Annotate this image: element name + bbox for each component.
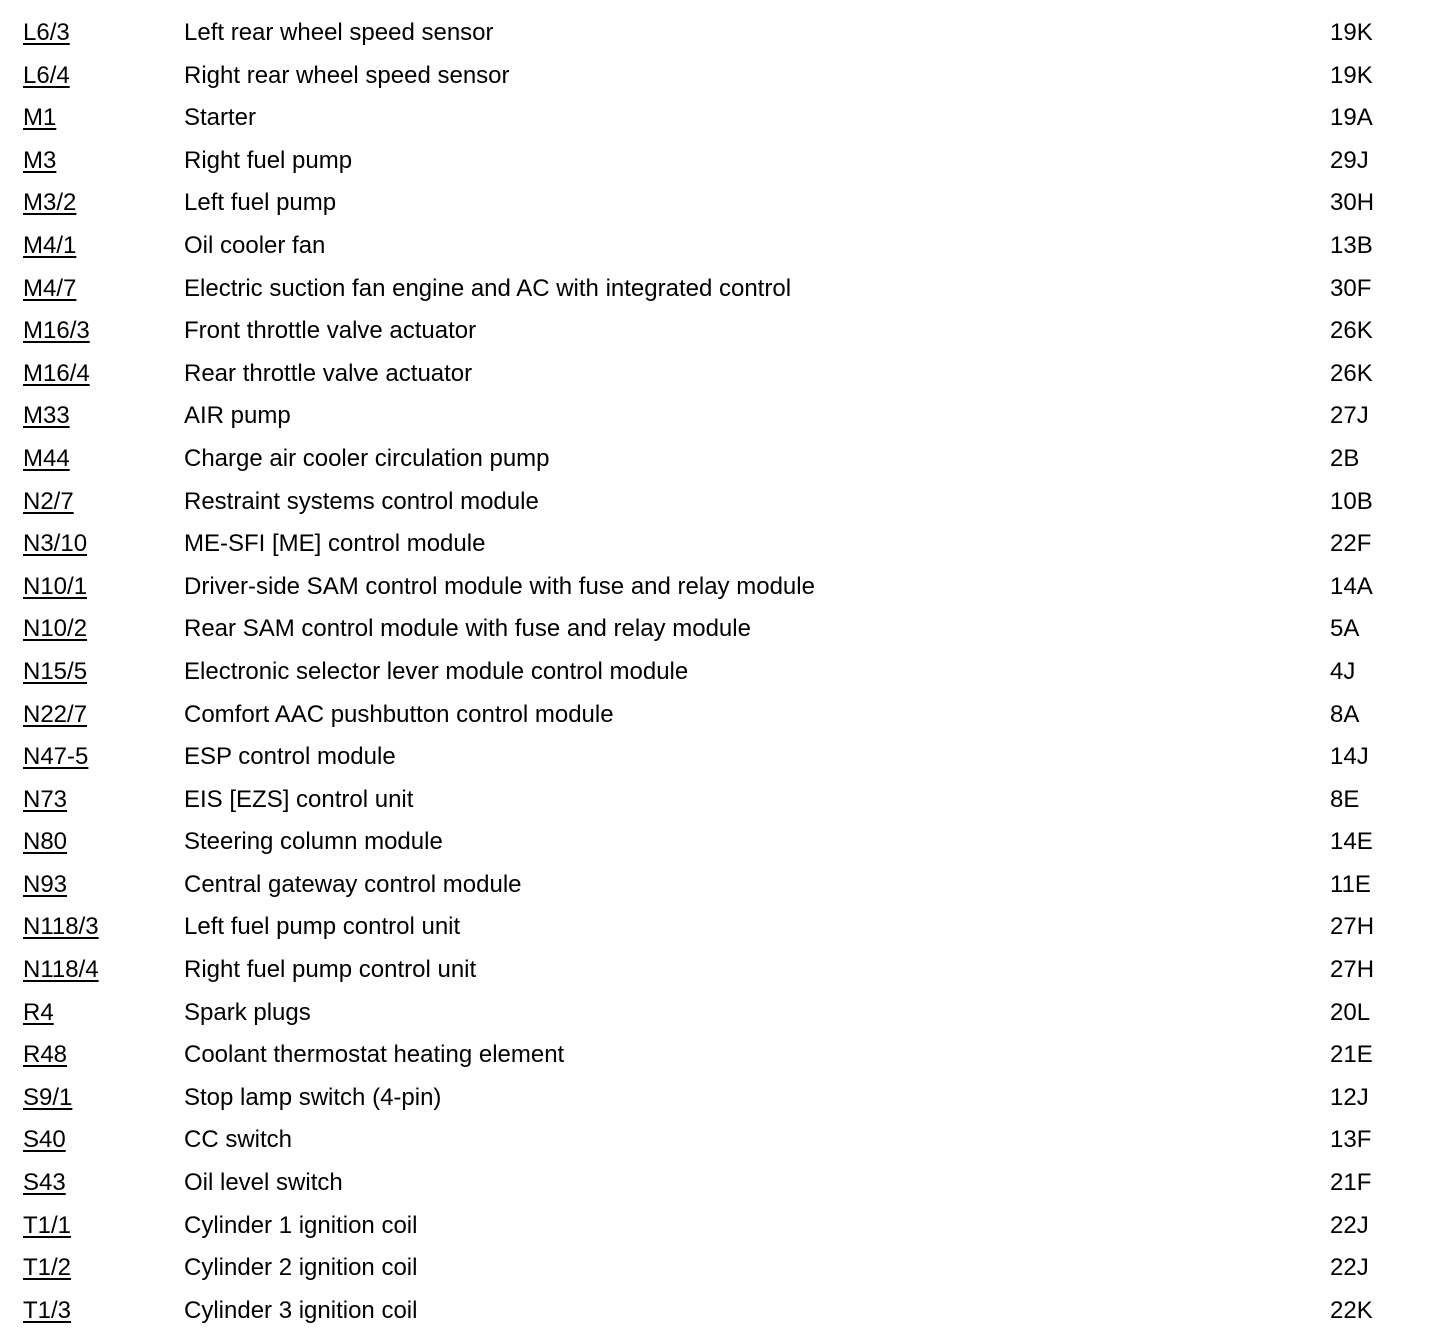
legend-row bbox=[0, 1205, 1440, 1248]
component-code-link[interactable]: N22/7 bbox=[23, 700, 88, 728]
component-description: Driver-side SAM control module with fuse and relay module bbox=[184, 572, 815, 600]
component-code-link[interactable]: M3/2 bbox=[23, 189, 77, 217]
grid-location: 26K bbox=[1330, 317, 1373, 345]
grid-location: 14E bbox=[1330, 828, 1373, 856]
component-code-link[interactable]: T1/3 bbox=[23, 1296, 72, 1324]
grid-location: 22F bbox=[1330, 530, 1372, 558]
legend-row bbox=[0, 949, 1440, 992]
component-description: Steering column module bbox=[184, 828, 443, 856]
legend-row bbox=[0, 225, 1440, 268]
grid-location: 12J bbox=[1330, 1083, 1369, 1111]
grid-location: 19K bbox=[1330, 61, 1373, 89]
legend-row bbox=[0, 12, 1440, 55]
legend-row bbox=[0, 1247, 1440, 1290]
component-code-link[interactable]: N47-5 bbox=[23, 743, 89, 771]
component-code-link[interactable]: T1/2 bbox=[23, 1254, 72, 1282]
component-description: Cylinder 2 ignition coil bbox=[184, 1254, 418, 1282]
grid-location: 10B bbox=[1330, 487, 1373, 515]
component-description: Central gateway control module bbox=[184, 870, 522, 898]
component-description: Electronic selector lever module control module bbox=[184, 657, 689, 685]
component-description: ESP control module bbox=[184, 743, 396, 771]
component-description: Front throttle valve actuator bbox=[184, 317, 477, 345]
legend-row bbox=[0, 608, 1440, 651]
component-code-link[interactable]: M4/1 bbox=[23, 231, 77, 259]
component-code-link[interactable]: N118/3 bbox=[23, 913, 99, 941]
component-code-link[interactable]: N93 bbox=[23, 870, 68, 898]
grid-location: 19A bbox=[1330, 104, 1373, 132]
grid-location: 5A bbox=[1330, 615, 1360, 643]
component-description: Stop lamp switch (4-pin) bbox=[184, 1083, 442, 1111]
component-code-link[interactable]: N118/4 bbox=[23, 956, 99, 984]
legend-row bbox=[0, 779, 1440, 822]
legend-row bbox=[0, 55, 1440, 98]
legend-row bbox=[0, 1119, 1440, 1162]
component-description: Starter bbox=[184, 104, 257, 132]
component-description: Charge air cooler circulation pump bbox=[184, 444, 550, 472]
component-description: EIS [EZS] control unit bbox=[184, 785, 414, 813]
legend-row bbox=[0, 651, 1440, 694]
component-description: Left fuel pump control unit bbox=[184, 913, 461, 941]
component-code-link[interactable]: N73 bbox=[23, 785, 68, 813]
component-code-link[interactable]: N10/2 bbox=[23, 615, 88, 643]
legend-row bbox=[0, 140, 1440, 183]
component-description: Oil level switch bbox=[184, 1169, 343, 1197]
legend-row bbox=[0, 182, 1440, 225]
component-code-link[interactable]: M3 bbox=[23, 146, 57, 174]
component-code-link[interactable]: N10/1 bbox=[23, 572, 88, 600]
component-code-link[interactable]: M16/4 bbox=[23, 359, 90, 387]
component-description: Restraint systems control module bbox=[184, 487, 539, 515]
grid-location: 14J bbox=[1330, 743, 1369, 771]
component-description: Comfort AAC pushbutton control module bbox=[184, 700, 614, 728]
component-code-link[interactable]: M16/3 bbox=[23, 317, 90, 345]
grid-location: 22K bbox=[1330, 1296, 1373, 1324]
component-description: Oil cooler fan bbox=[184, 231, 326, 259]
grid-location: 8E bbox=[1330, 785, 1360, 813]
legend-row bbox=[0, 353, 1440, 396]
grid-location: 22J bbox=[1330, 1211, 1369, 1239]
legend-row bbox=[0, 821, 1440, 864]
grid-location: 13F bbox=[1330, 1126, 1372, 1154]
grid-location: 27J bbox=[1330, 402, 1369, 430]
grid-location: 21E bbox=[1330, 1041, 1373, 1069]
component-description: Left fuel pump bbox=[184, 189, 337, 217]
component-description: AIR pump bbox=[184, 402, 291, 430]
legend-row bbox=[0, 736, 1440, 779]
component-code-link[interactable]: N3/10 bbox=[23, 530, 88, 558]
component-description: Left rear wheel speed sensor bbox=[184, 19, 494, 46]
grid-location: 27H bbox=[1330, 956, 1375, 984]
component-code-link[interactable]: S9/1 bbox=[23, 1083, 73, 1111]
legend-row bbox=[0, 906, 1440, 949]
grid-location: 13B bbox=[1330, 231, 1373, 259]
legend-row bbox=[0, 97, 1440, 140]
legend-row bbox=[0, 481, 1440, 524]
legend-row bbox=[0, 694, 1440, 737]
legend-row bbox=[0, 1162, 1440, 1205]
component-code-link[interactable]: T1/1 bbox=[23, 1211, 72, 1239]
grid-location: 30H bbox=[1330, 189, 1375, 217]
legend-row bbox=[0, 566, 1440, 609]
grid-location: 11E bbox=[1330, 870, 1371, 898]
legend-row bbox=[0, 1290, 1440, 1333]
grid-location: 14A bbox=[1330, 572, 1373, 600]
grid-location: 27H bbox=[1330, 913, 1375, 941]
component-code-link[interactable]: S43 bbox=[23, 1169, 66, 1197]
component-description: Electric suction fan engine and AC with integrated control bbox=[184, 274, 792, 302]
grid-location: 19K bbox=[1330, 19, 1373, 46]
component-code-link[interactable]: R4 bbox=[23, 998, 54, 1026]
component-code-link[interactable]: M4/7 bbox=[23, 274, 77, 302]
legend-row bbox=[0, 438, 1440, 481]
component-code-link[interactable]: L6/3 bbox=[23, 19, 70, 46]
component-description: Right rear wheel speed sensor bbox=[184, 61, 510, 89]
legend-row bbox=[0, 992, 1440, 1035]
legend-row bbox=[0, 1077, 1440, 1120]
legend-row bbox=[0, 268, 1440, 311]
grid-location: 4J bbox=[1330, 657, 1356, 685]
legend-row bbox=[0, 523, 1440, 566]
component-code-link[interactable]: R48 bbox=[23, 1041, 68, 1069]
component-code-link[interactable]: N2/7 bbox=[23, 487, 74, 515]
grid-location: 29J bbox=[1330, 146, 1369, 174]
component-description: Spark plugs bbox=[184, 998, 311, 1026]
component-code-link[interactable]: N15/5 bbox=[23, 657, 88, 685]
legend-row bbox=[0, 1034, 1440, 1077]
grid-location: 2B bbox=[1330, 444, 1360, 472]
grid-location: 22J bbox=[1330, 1254, 1369, 1282]
component-code-link[interactable]: M33 bbox=[23, 402, 70, 430]
grid-location: 20L bbox=[1330, 998, 1371, 1026]
component-code-link[interactable]: S40 bbox=[23, 1126, 66, 1154]
component-description: Cylinder 3 ignition coil bbox=[184, 1296, 418, 1324]
component-code-link[interactable]: L6/4 bbox=[23, 61, 70, 89]
legend-row bbox=[0, 864, 1440, 907]
component-description: CC switch bbox=[184, 1126, 293, 1154]
component-code-link[interactable]: M1 bbox=[23, 104, 57, 132]
component-description: Rear SAM control module with fuse and relay module bbox=[184, 615, 751, 643]
component-description: Cylinder 1 ignition coil bbox=[184, 1211, 418, 1239]
component-code-link[interactable]: N80 bbox=[23, 828, 68, 856]
grid-location: 26K bbox=[1330, 359, 1373, 387]
component-legend bbox=[0, 12, 1440, 1332]
component-description: Coolant thermostat heating element bbox=[184, 1041, 565, 1069]
legend-row bbox=[0, 310, 1440, 353]
component-code-link[interactable]: M44 bbox=[23, 444, 70, 472]
component-description: Right fuel pump bbox=[184, 146, 353, 174]
component-description: ME-SFI [ME] control module bbox=[184, 530, 486, 558]
grid-location: 21F bbox=[1330, 1169, 1372, 1197]
component-description: Right fuel pump control unit bbox=[184, 956, 477, 984]
grid-location: 30F bbox=[1330, 274, 1372, 302]
legend-row bbox=[0, 395, 1440, 438]
grid-location: 8A bbox=[1330, 700, 1360, 728]
component-description: Rear throttle valve actuator bbox=[184, 359, 473, 387]
